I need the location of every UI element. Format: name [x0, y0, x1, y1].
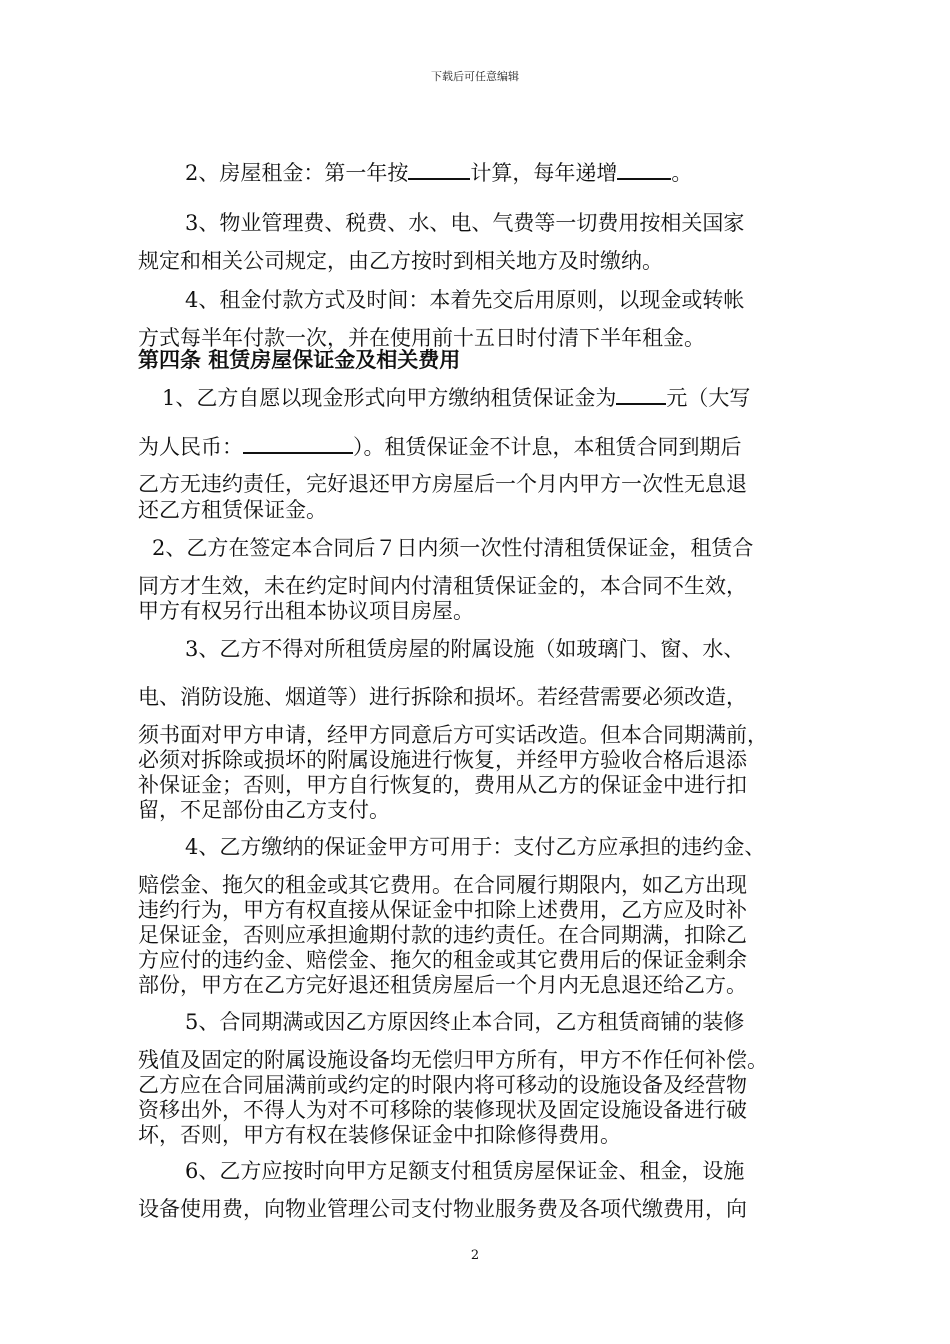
deposit-4-line1: 4、乙方缴纳的保证金甲方可用于：支付乙方应承担的违约金、 — [185, 835, 766, 859]
page-header: 下载后可任意编辑 — [431, 70, 519, 83]
deposit-5-line2: 残值及固定的附属设施设备均无偿归甲方所有，甲方不作任何补偿。 — [138, 1048, 768, 1072]
text: 为人民币： — [138, 435, 243, 459]
deposit-2-line2: 同方才生效，未在约定时间内付清租赁保证金的，本合同不生效， — [138, 574, 747, 598]
text: 2、房屋租金：第一年按 — [185, 161, 409, 185]
deposit-5-line3: 乙方应在合同届满前或约定的时限内将可移动的设施设备及经营物 — [138, 1073, 747, 1097]
deposit-3-line5: 补保证金；否则，甲方自行恢复的，费用从乙方的保证金中进行扣 — [138, 773, 747, 797]
deposit-3-line4: 必须对拆除或损坏的附属设施进行恢复，并经甲方验收合格后退添 — [138, 748, 747, 772]
deposit-1-line4: 还乙方租赁保证金。 — [138, 498, 327, 522]
deposit-5-line4: 资移出外，不得人为对不可移除的装修现状及固定设施设备进行破 — [138, 1098, 747, 1122]
deposit-6-line1: 6、乙方应按时向甲方足额支付租赁房屋保证金、租金，设施 — [185, 1159, 745, 1183]
clause-rent — [185, 160, 885, 186]
deposit-4-line4: 足保证金，否则应承担逾期付款的违约责任。在合同期满，扣除乙 — [138, 923, 747, 947]
clause-payment-line2: 方式每半年付款一次，并在使用前十五日时付清下半年租金。 — [138, 326, 705, 350]
text: 1、乙方自愿以现金形式向甲方缴纳租赁保证金为 — [162, 386, 617, 410]
clause-fees-line1: 3、物业管理费、税费、水、电、气费等一切费用按相关国家 — [185, 211, 745, 235]
deposit-4-line2: 赔偿金、拖欠的租金或其它费用。在合同履行期限内，如乙方出现 — [138, 873, 747, 897]
deposit-1-line1 — [162, 385, 862, 411]
blank-first-year — [408, 160, 470, 180]
deposit-4-line6: 部份，甲方在乙方完好退还租赁房屋后一个月内无息退还给乙方。 — [138, 973, 747, 997]
deposit-3-line1: 3、乙方不得对所租赁房屋的附属设施（如玻璃门、窗、水、 — [185, 637, 745, 661]
deposit-2-line1: 2、乙方在签定本合同后７日内须一次性付清租赁保证金，租赁合 — [152, 536, 754, 560]
deposit-1-line2 — [138, 434, 838, 460]
deposit-3-line3: 须书面对甲方申请，经甲方同意后方可实话改造。但本合同期满前， — [138, 723, 768, 747]
deposit-1-line3: 乙方无违约责任，完好退还甲方房屋后一个月内甲方一次性无息退 — [138, 472, 747, 496]
deposit-3-line2: 电、消防设施、烟道等）进行拆除和损坏。若经营需要必须改造， — [138, 685, 747, 709]
deposit-2-line3: 甲方有权另行出租本协议项目房屋。 — [138, 599, 474, 623]
text: 元（大写 — [666, 386, 751, 410]
article-4-heading: 第四条 租赁房屋保证金及相关费用 — [138, 347, 461, 372]
clause-payment-line1: 4、租金付款方式及时间：本着先交后用原则，以现金或转帐 — [185, 288, 745, 312]
blank-deposit-uppercase — [243, 434, 353, 454]
clause-fees-line2: 规定和相关公司规定，由乙方按时到相关地方及时缴纳。 — [138, 249, 663, 273]
text: 。 — [671, 161, 693, 185]
deposit-4-line5: 方应付的违约金、赔偿金、拖欠的租金或其它费用后的保证金剩余 — [138, 948, 747, 972]
deposit-6-line2: 设备使用费，向物业管理公司支付物业服务费及各项代缴费用，向 — [138, 1197, 747, 1221]
deposit-3-line6: 留，不足部份由乙方支付。 — [138, 798, 390, 822]
deposit-5-line5: 坏，否则，甲方有权在装修保证金中扣除修得费用。 — [138, 1123, 621, 1147]
page-number: 2 — [470, 1248, 480, 1263]
blank-deposit-amount — [616, 385, 666, 405]
deposit-5-line1: 5、合同期满或因乙方原因终止本合同，乙方租赁商铺的装修 — [185, 1010, 745, 1034]
blank-increase — [617, 160, 671, 180]
deposit-4-line3: 违约行为，甲方有权直接从保证金中扣除上述费用，乙方应及时补 — [138, 898, 747, 922]
text: 计算，每年递增 — [470, 161, 618, 185]
text: ）。租赁保证金不计息，本租赁合同到期后 — [353, 435, 742, 459]
